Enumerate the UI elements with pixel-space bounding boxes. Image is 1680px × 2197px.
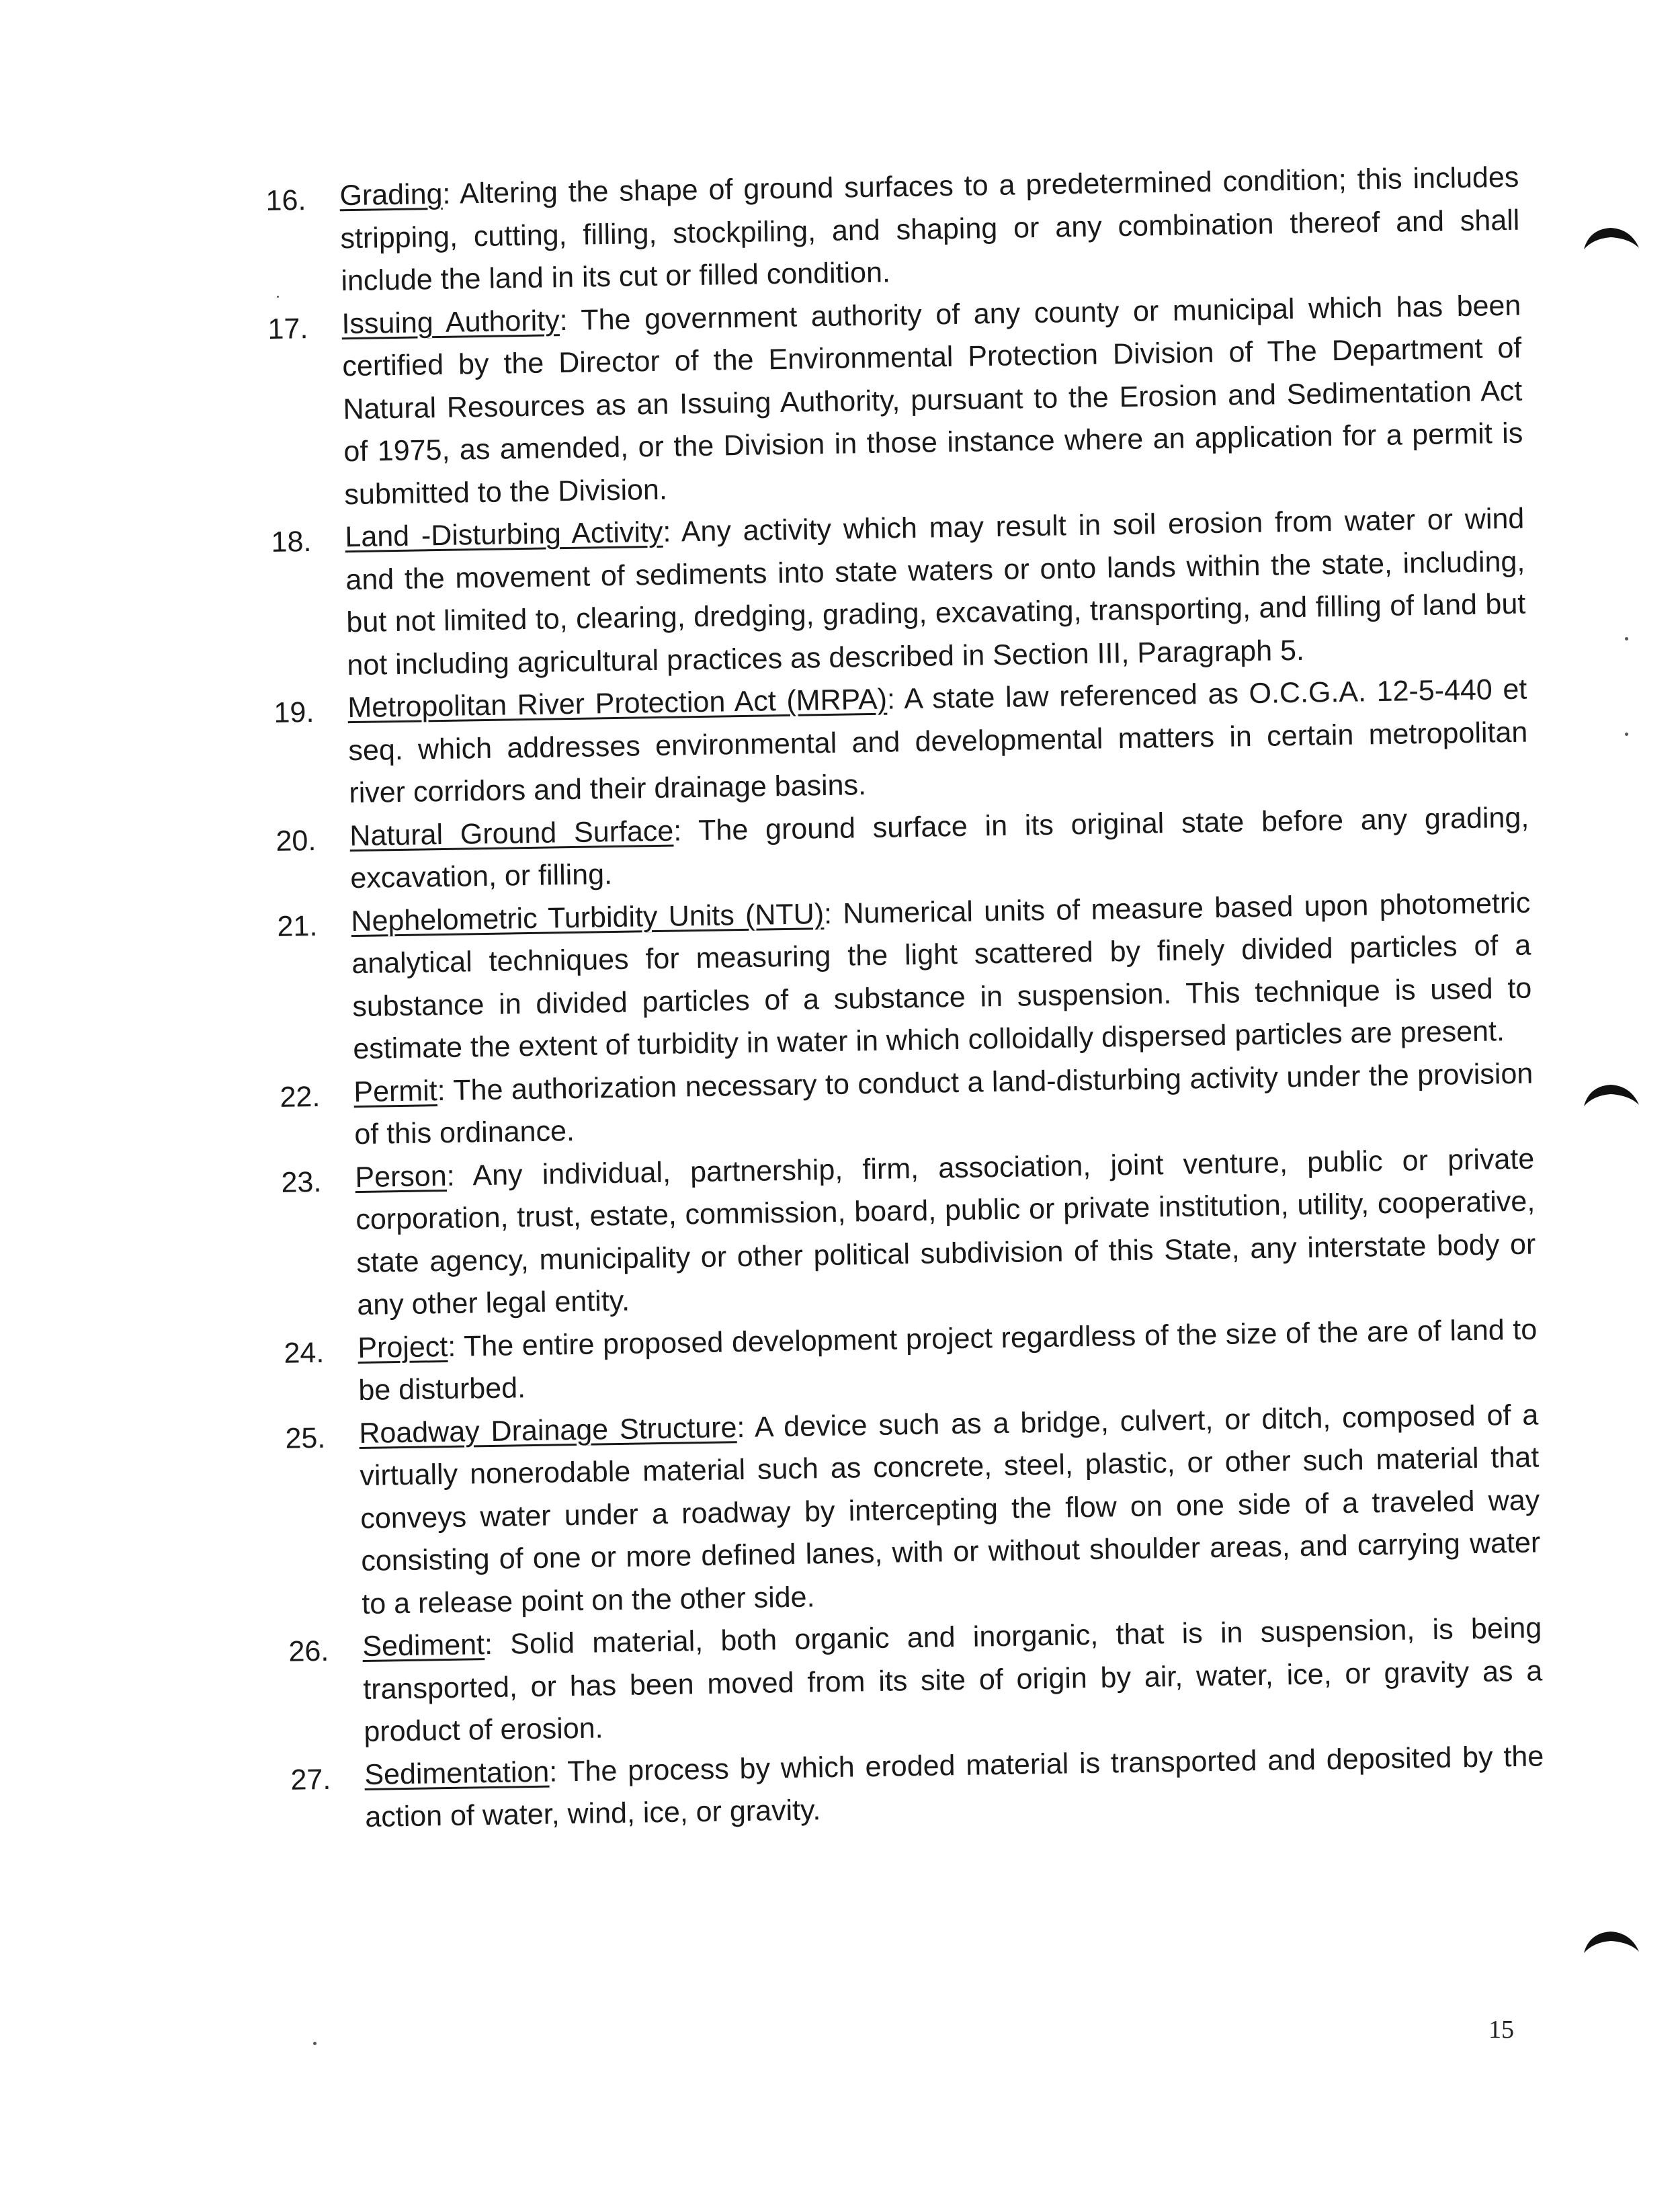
definition-term: Land -Disturbing Activity bbox=[345, 515, 663, 554]
definition-term: Sediment bbox=[362, 1628, 485, 1663]
definition-number: 20. bbox=[276, 824, 317, 858]
definition-text: : A device such as a bridge, culvert, or ditch, composed of a virtually nonerodable material such as concrete, steel, plastic, or other such material that conveys water under a roadway by intercepting the flow on one side of a traveled way consisting of one or more defined lanes, with or without shoulder areas, and carrying water to a release point on the other side. bbox=[360, 1398, 1541, 1620]
definition-number: 21. bbox=[277, 909, 318, 943]
definition-item bbox=[267, 284, 1524, 517]
definition-text: : A state law referenced as O.C.G.A. 12-5-440 et seq. which addresses environmental and developmental matters in certain metropolitan river corridors and their drainage basins. bbox=[348, 673, 1528, 810]
definition-term: Roadway Drainage Structure bbox=[359, 1411, 737, 1450]
definition-item bbox=[274, 669, 1529, 817]
definition-body bbox=[347, 669, 1529, 815]
definition-term: Sedimentation bbox=[364, 1755, 550, 1791]
definition-item bbox=[265, 157, 1521, 304]
definition-number: 23. bbox=[281, 1165, 322, 1199]
page-number: 15 bbox=[1488, 2016, 1514, 2044]
definition-number: 24. bbox=[284, 1336, 325, 1370]
definition-body bbox=[351, 882, 1533, 1071]
definition-text: : Numerical units of measure based upon photometric analytical techniques for measuring the light scattered by finely divided particles of a substance in divided particles of a substance in suspension. This technique is used to estimate the extent of turbidity in water in which colloidally dispersed particles are present. bbox=[351, 886, 1532, 1066]
hole-punch-mark-icon bbox=[1583, 1082, 1640, 1109]
definition-number: 18. bbox=[271, 525, 312, 558]
definition-body bbox=[341, 284, 1524, 516]
definition-term: Issuing Authority bbox=[341, 304, 560, 340]
definition-text: : The government authority of any county or municipal which has been certified by the Director of the Environmental Protection Division of The Department of Natural Resources as an Issuing Authority, pursuant to the Erosion and Sedimentation Act of 1975, as amended, or the Division in those instance where an application for a permit is submitted to the Division. bbox=[342, 289, 1523, 511]
definition-item bbox=[281, 1138, 1537, 1328]
definition-item bbox=[288, 1607, 1544, 1755]
definition-number: 22. bbox=[280, 1080, 321, 1114]
scan-speck bbox=[313, 2042, 317, 2045]
definition-body bbox=[364, 1735, 1545, 1839]
definition-text: : Solid material, both organic and inorganic, that is in suspension, is being transported, or has been moved from its site of origin by air, water, ice, or gravity as a product of erosion. bbox=[363, 1612, 1543, 1748]
definition-term: Metropolitan River Protection Act (MRPA) bbox=[347, 683, 888, 724]
definition-item bbox=[277, 882, 1533, 1072]
scan-speck bbox=[277, 296, 279, 298]
definition-body bbox=[339, 157, 1521, 303]
definition-term: Permit bbox=[353, 1074, 438, 1108]
definition-text: : The process by which eroded material is transported and deposited by the action of water, wind, ice, or gravity. bbox=[364, 1739, 1544, 1833]
definition-item bbox=[285, 1394, 1542, 1627]
definition-text: : The entire proposed development project regardless of the size of the are of land to be disturbed. bbox=[358, 1313, 1538, 1407]
definition-term: Natural Ground Surface bbox=[349, 815, 674, 852]
definition-term: Nephelometric Turbidity Units (NTU) bbox=[351, 897, 825, 938]
scan-speck bbox=[1625, 733, 1628, 736]
scan-speck bbox=[1625, 637, 1628, 640]
definition-text: : Any individual, partnership, firm, association, joint venture, public or private corporation, trust, estate, commission, board, public or private institution, utility, cooperative, state agency, municipality or other political subdivision of this State, any interstate body or any other legal entity. bbox=[355, 1143, 1536, 1322]
definitions-list bbox=[265, 157, 1545, 1840]
definition-number: 16. bbox=[265, 184, 306, 217]
definition-term: Project bbox=[358, 1330, 448, 1364]
definition-number: 17. bbox=[267, 312, 308, 345]
definition-term: Person bbox=[355, 1159, 448, 1194]
definition-term: Grading bbox=[339, 177, 443, 212]
definition-number: 25. bbox=[285, 1421, 326, 1455]
definition-body bbox=[359, 1394, 1542, 1626]
definition-text: : The ground surface in its original state before any grading, excavation, or filling. bbox=[350, 801, 1529, 895]
definition-item bbox=[271, 498, 1527, 688]
definition-body bbox=[355, 1138, 1537, 1327]
definition-number: 26. bbox=[288, 1634, 329, 1668]
definition-number: 27. bbox=[290, 1763, 331, 1796]
definition-text: : Any activity which may result in soil erosion from water or wind and the movement of sediments into state waters or onto lands within the state, including, but not limited to, clearing, dredging, grading, excavating, transporting, and filling of land but not including agricultural practices as described in Section III, Paragraph 5. bbox=[345, 502, 1526, 681]
hole-punch-mark-icon bbox=[1583, 225, 1640, 252]
definition-text: : Altering the shape of ground surfaces to a predetermined condition; this includes stripping, cutting, filling, stockpiling, and shaping or any combination thereof and shall include the land in its cut or filled condition. bbox=[340, 161, 1520, 298]
definition-text: : The authorization necessary to conduct a land-disturbing activity under the provision of this ordinance. bbox=[354, 1057, 1534, 1151]
definition-body bbox=[362, 1607, 1544, 1753]
hole-punch-mark-icon bbox=[1583, 1929, 1640, 1956]
definition-body bbox=[345, 498, 1527, 688]
definition-number: 19. bbox=[274, 696, 314, 729]
